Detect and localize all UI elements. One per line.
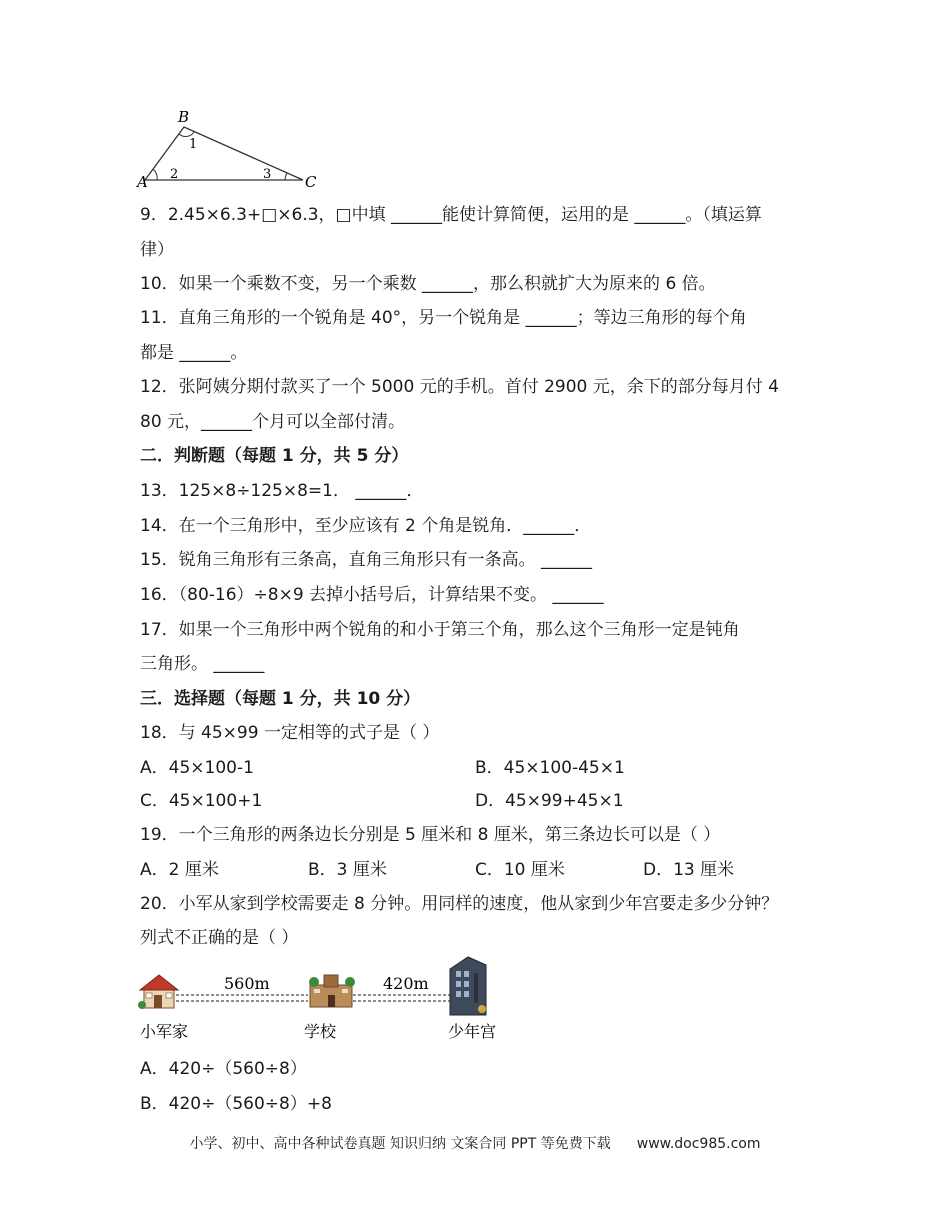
q19-option-a: A．2 厘米 <box>140 860 219 880</box>
page-footer <box>0 1134 950 1154</box>
question-9-line-1: 9．2.45×6.3+□×6.3，□中填 ______能使计算简便，运用的是 ______。（填运算 <box>140 205 762 225</box>
q19-option-c: C．10 厘米 <box>475 860 565 880</box>
question-12-line-2: 80 元，______个月可以全部付清。 <box>140 412 406 432</box>
route-map <box>138 955 518 1050</box>
question-18: 18．与 45×99 一定相等的式子是（ ） <box>140 723 440 743</box>
q18-option-b: B．45×100-45×1 <box>475 758 625 778</box>
question-11-line-2: 都是 ______。 <box>140 343 248 363</box>
question-20-line-2: 列式不正确的是（ ） <box>140 928 299 948</box>
question-19: 19．一个三角形的两条边长分别是 5 厘米和 8 厘米，第三条边长可以是（ ） <box>140 825 721 845</box>
q20-option-b: B．420÷（560÷8）+8 <box>140 1094 332 1114</box>
question-17-line-1: 17．如果一个三角形中两个锐角的和小于第三个角，那么这个三角形一定是钝角 <box>140 620 740 640</box>
question-14: 14．在一个三角形中，至少应该有 2 个角是锐角．______． <box>140 516 592 536</box>
footer-text: 小学、初中、高中各种试卷真题 知识归纳 文案合同 PPT 等免费下载 <box>189 1136 611 1152</box>
distance-label-2: 420m <box>383 974 429 993</box>
question-11-line-1: 11．直角三角形的一个锐角是 40°，另一个锐角是 ______；等边三角形的每个角 <box>140 308 747 328</box>
question-20-line-1: 20．小军从家到学校需要走 8 分钟。用同样的速度，他从家到少年宫要走多少分钟？ <box>140 894 779 914</box>
q19-option-b: B．3 厘米 <box>308 860 387 880</box>
section-3-heading: 三．选择题（每题 1 分，共 10 分） <box>140 689 421 709</box>
question-12-line-1: 12．张阿姨分期付款买了一个 5000 元的手机。首付 2900 元，余下的部分每月付 4 <box>140 377 779 397</box>
angle-1-label: 1 <box>189 137 198 152</box>
q18-option-d: D．45×99+45×1 <box>475 791 624 811</box>
question-17-line-2: 三角形。 ______ <box>140 654 265 674</box>
question-9-line-2: 律） <box>140 240 174 260</box>
palace-label: 少年宫 <box>448 1022 497 1041</box>
question-13: 13．125×8÷125×8=1． ______． <box>140 481 424 501</box>
angle-2-label: 2 <box>170 167 179 182</box>
section-2-heading: 二．判断题（每题 1 分，共 5 分） <box>140 446 409 466</box>
vertex-b-label: B <box>178 108 190 126</box>
q19-option-d: D．13 厘米 <box>643 860 735 880</box>
question-16: 16．（80-16）÷8×9 去掉小括号后，计算结果不变。 ______ <box>140 585 604 605</box>
home-label: 小军家 <box>140 1022 189 1041</box>
school-label: 学校 <box>304 1022 337 1041</box>
youth-palace-icon <box>450 957 486 1015</box>
footer-url[interactable]: www.doc985.com <box>636 1136 761 1152</box>
vertex-a-label: A <box>137 173 148 191</box>
angle-3-label: 3 <box>263 167 272 182</box>
house-icon <box>138 975 178 1009</box>
q20-option-a: A．420÷（560÷8） <box>140 1059 307 1079</box>
triangle-figure <box>135 105 325 195</box>
question-15: 15．锐角三角形有三条高，直角三角形只有一条高。 ______ <box>140 550 593 570</box>
vertex-c-label: C <box>305 173 317 191</box>
q18-option-a: A．45×100-1 <box>140 758 254 778</box>
road-home-school <box>176 995 308 1001</box>
school-icon <box>309 975 355 1007</box>
road-school-palace <box>353 995 450 1001</box>
question-10: 10．如果一个乘数不变，另一个乘数 ______，那么积就扩大为原来的 6 倍。 <box>140 274 716 294</box>
distance-label-1: 560m <box>224 974 270 993</box>
q18-option-c: C．45×100+1 <box>140 791 263 811</box>
